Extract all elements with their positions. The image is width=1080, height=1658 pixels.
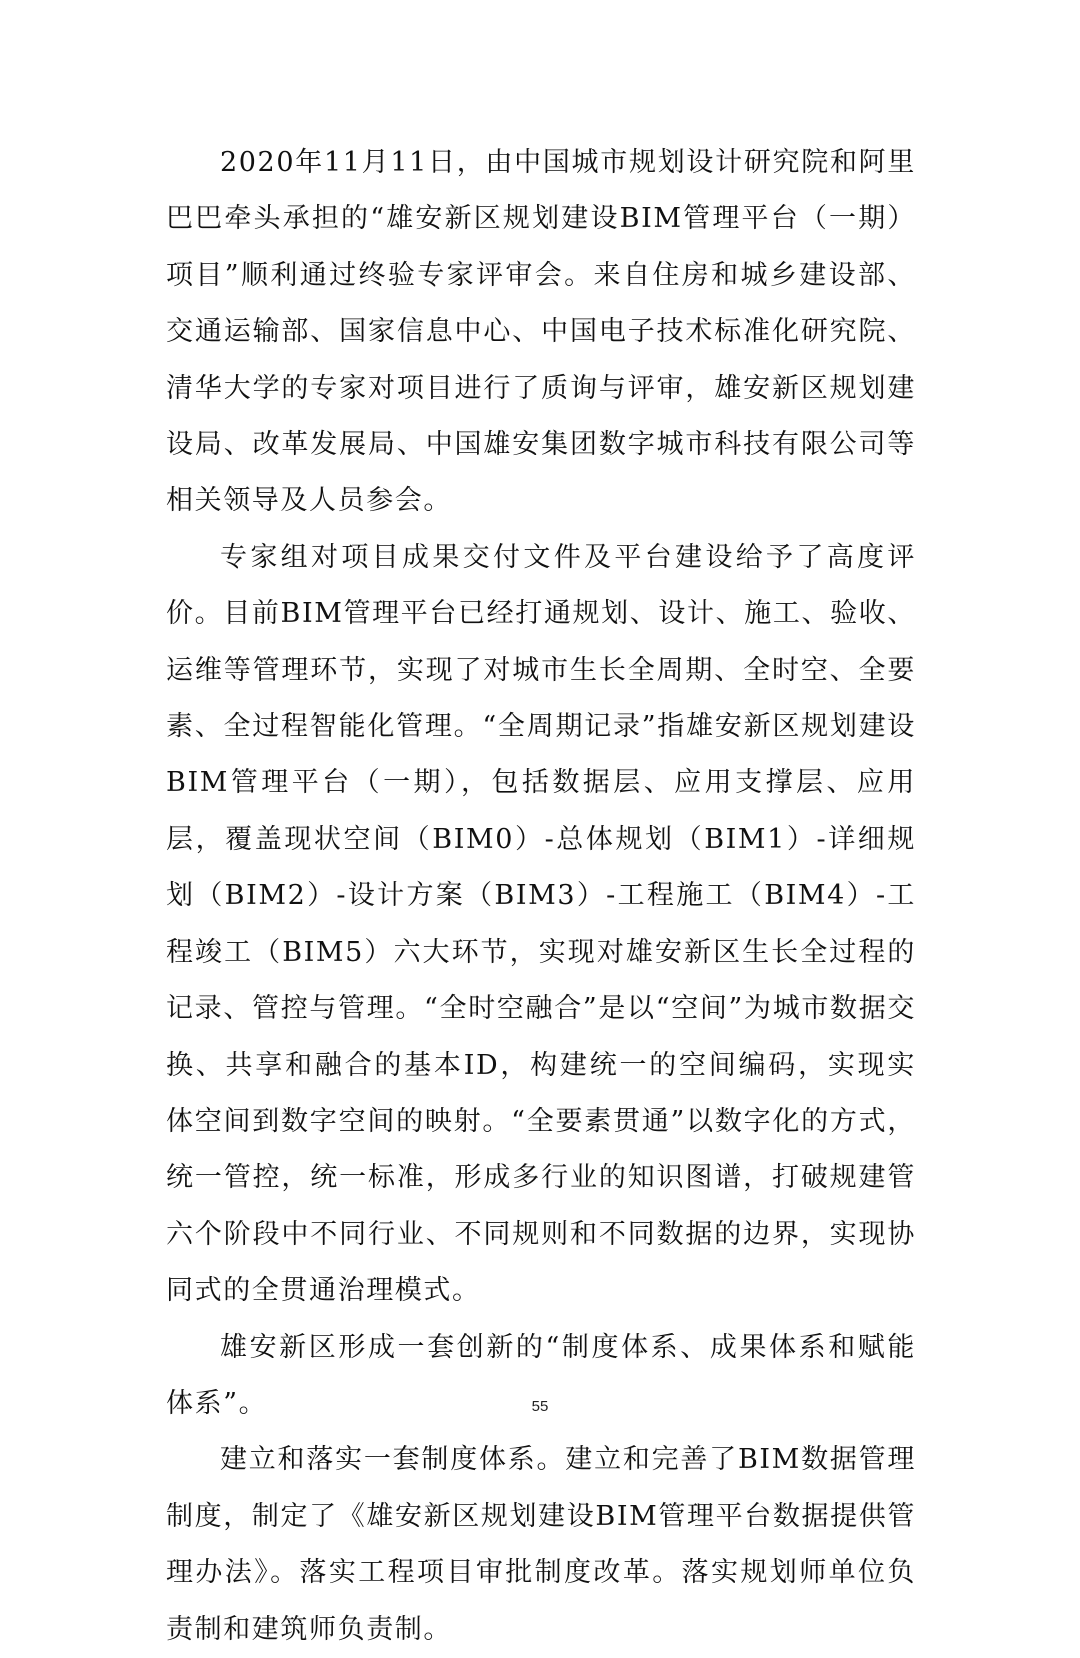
paragraph-institutional-system: 建立和落实一套制度体系。建立和完善了BIM数据管理制度，制定了《雄安新区规划建设BIM管理平台数据提供管理办法》。落实工程项目审批制度改革。落实规划师单位负责制和建筑师负责制。 (166, 1444, 916, 1645)
paragraph-system-summary: 雄安新区形成一套创新的“制度体系、成果体系和赋能体系”。 (166, 1331, 916, 1419)
body-text (166, 135, 916, 1658)
paragraph-expert-evaluation: 专家组对项目成果交付文件及平台建设给予了高度评价。目前BIM管理平台已经打通规划、设计、施工、验收、运维等管理环节，实现了对城市生长全周期、全时空、全要素、全过程智能化管理。“全周期记录”指雄安新区规划建设BIM管理平台（一期），包括数据层、应用支撑层、应用层，覆盖现状空间（BIM0）-总体规划（BIM1）-详细规划（BIM2）-设计方案（BIM3）-工程施工（BIM4）-工程竣工（BIM5）六大环节，实现对雄安新区生长全过程的记录、管控与管理。“全时空融合”是以“空间”为城市数据交换、共享和融合的基本ID，构建统一的空间编码，实现实体空间到数字空间的映射。“全要素贯通”以数字化的方式，统一管控，统一标准，形成多行业的知识图谱，打破规建管六个阶段中不同行业、不同规则和不同数据的边界，实现协同式的全贯通治理模式。 (166, 541, 916, 1307)
page-number: 55 (531, 1398, 549, 1415)
paragraph-project-acceptance: 2020年11月11日，由中国城市规划设计研究院和阿里巴巴牵头承担的“雄安新区规划建设BIM管理平台（一期）项目”顺利通过终验专家评审会。来自住房和城乡建设部、交通运输部、国家信息中心、中国电子技术标准化研究院、清华大学的专家对项目进行了质询与评审，雄安新区规划建设局、改革发展局、中国雄安集团数字城市科技有限公司等相关领导及人员参会。 (166, 147, 916, 517)
